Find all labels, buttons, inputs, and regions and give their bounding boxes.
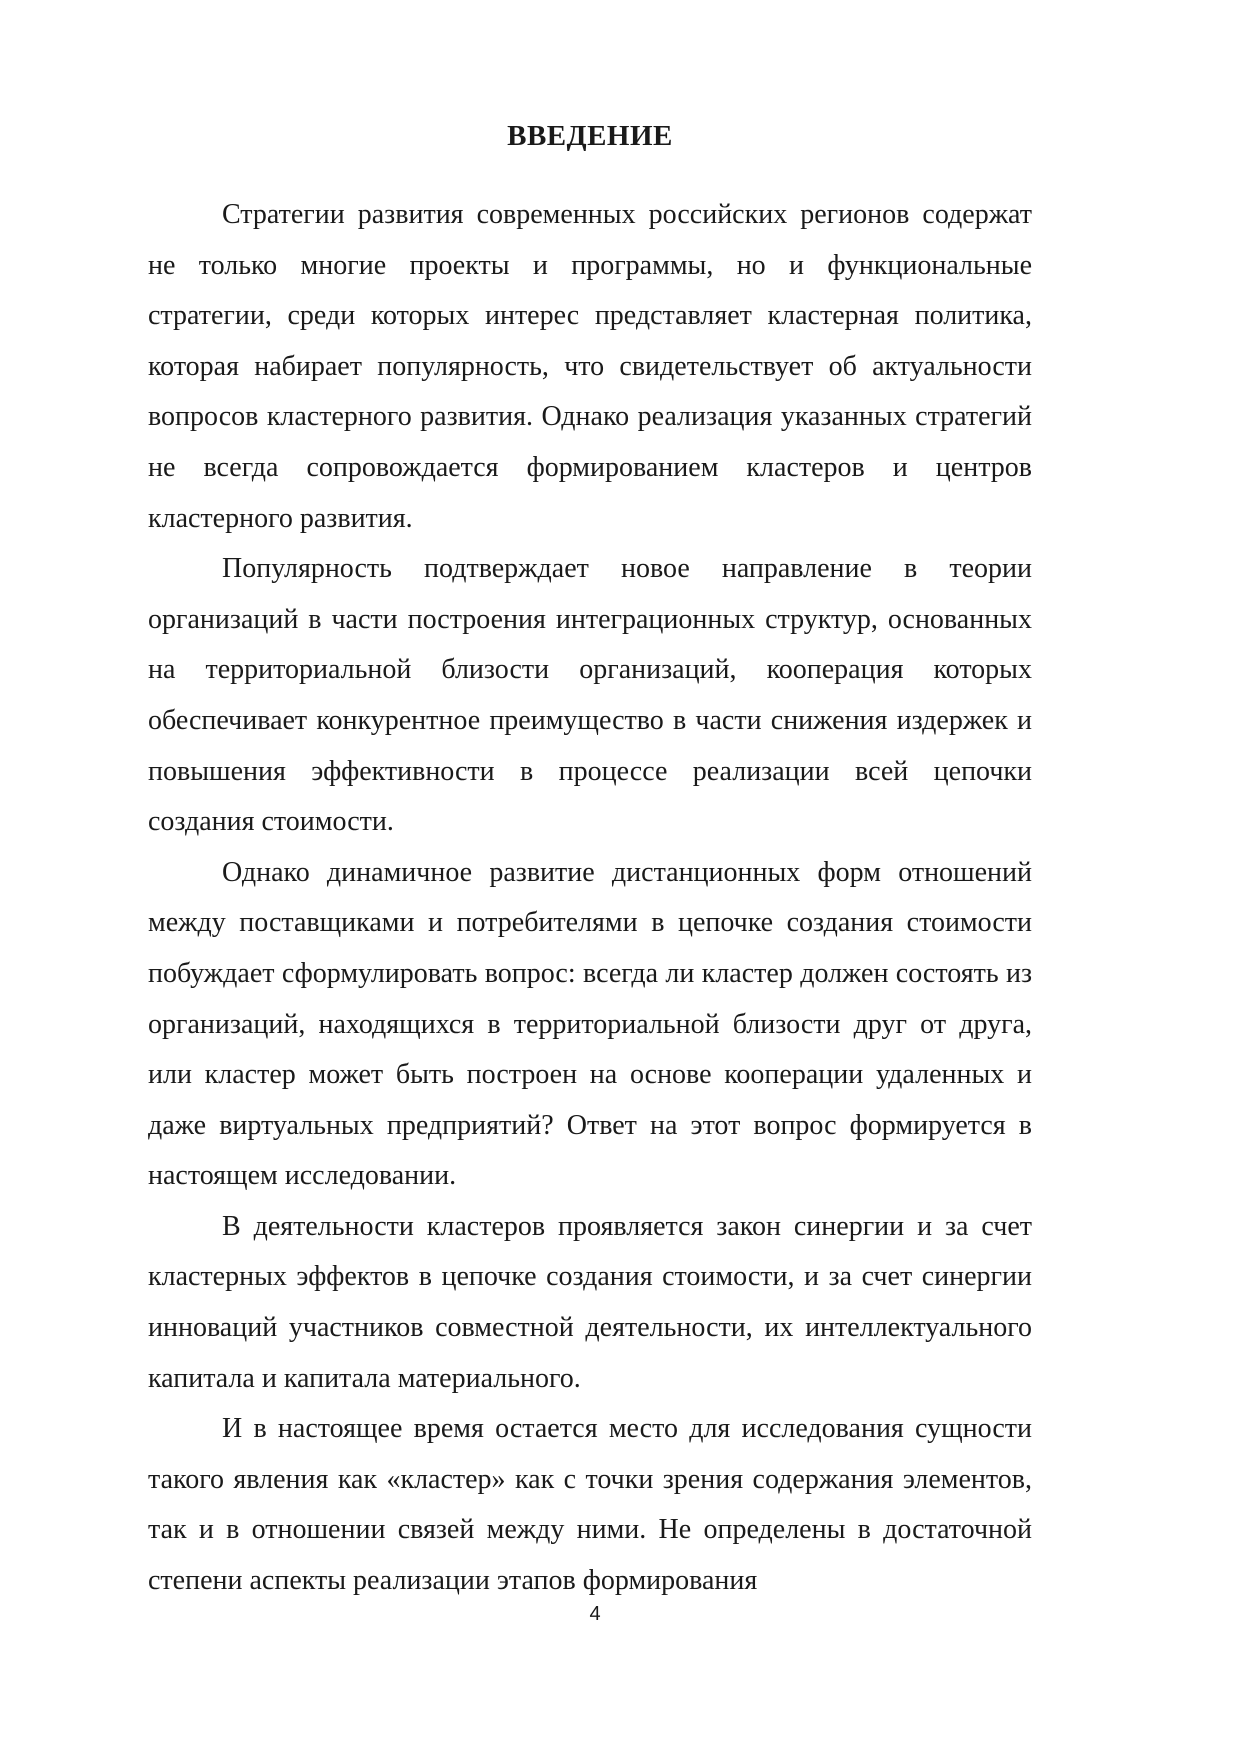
- paragraph-5: И в настоящее время остается место для исследования сущности такого явления как «кластер» как с точки зрения содержания элементов, так и в отношении связей между ними. Не определены в достаточной степени аспекты реализации этапов формирования: [148, 1413, 1032, 1597]
- paragraph-4: В деятельности кластеров проявляется закон синергии и за счет кластерных эффектов в цепочке создания стоимости, и за счет синергии инноваций участников совместной деятельности, их интеллектуального капитала и капитала материального.: [148, 1210, 1032, 1394]
- page-number: 4: [589, 1603, 601, 1625]
- paragraph-2: Популярность подтверждает новое направление в теории организаций в части построения интеграционных структур, основанных на территориальной близости организаций, кооперация которых обеспечивает конкурентное преимущество в части снижения издержек и повышения эффективности в процессе реализации всей цепочки создания стоимости.: [148, 553, 1032, 838]
- page-title: ВВЕДЕНИЕ: [507, 120, 673, 152]
- paragraph-3: Однако динамичное развитие дистанционных форм отношений между поставщиками и потребителями в цепочке создания стоимости побуждает сформулировать вопрос: всегда ли кластер должен состоять из организаций, находящихся в территориальной близости друг от друга, или кластер может быть построен на основе кооперации удаленных и даже виртуальных предприятий? Ответ на этот вопрос формируется в настоящем исследовании.: [148, 856, 1032, 1192]
- body-text: [148, 190, 1032, 1607]
- paragraph-1: Стратегии развития современных российских регионов содержат не только многие проекты и программы, но и функциональные стратегии, среди которых интерес представляет кластерная политика, которая набирает популярность, что свидетельствует об актуальности вопросов кластерного развития. Однако реализация указанных стратегий не всегда сопровождается формированием кластеров и центров кластерного развития.: [148, 199, 1032, 534]
